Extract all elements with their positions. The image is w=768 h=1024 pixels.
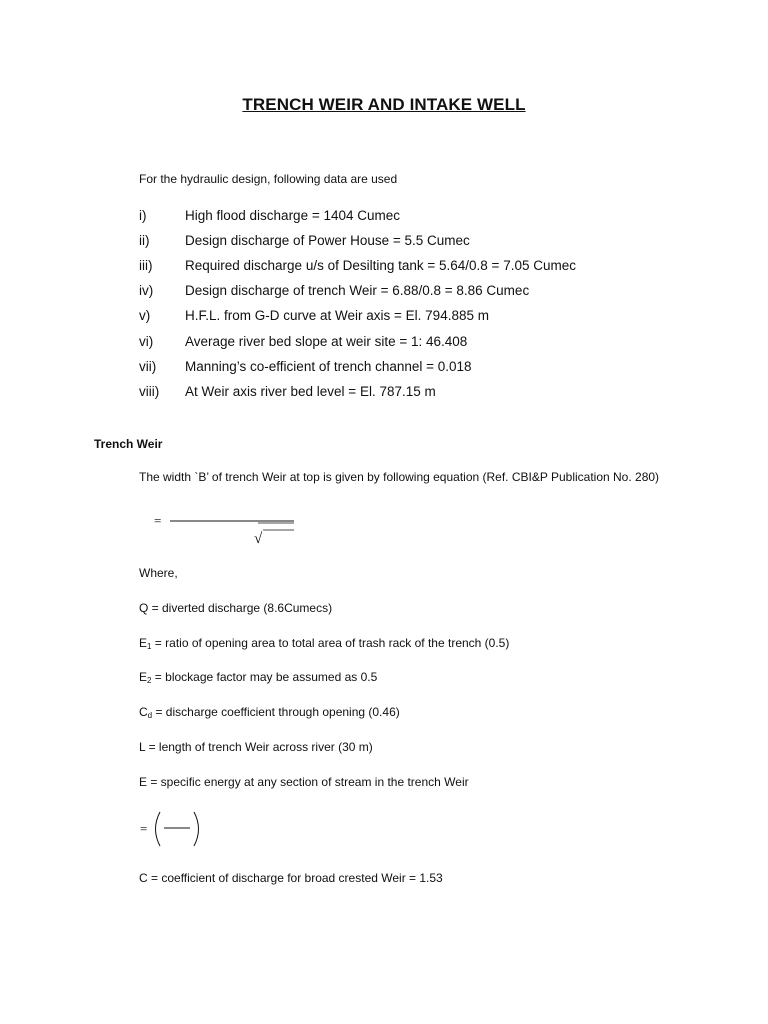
width-equation	[150, 510, 300, 548]
equation-equals-sign: =	[140, 821, 148, 836]
energy-equation	[138, 808, 208, 850]
e2-text: = blockage factor may be assumed as 0.5	[151, 670, 378, 684]
list-item	[139, 228, 576, 253]
e2-subscript: 2	[147, 676, 152, 685]
list-item-number: viii)	[139, 383, 160, 399]
c-definition: C = coefficient of discharge for broad crested Weir = 1.53	[139, 871, 443, 885]
cd-symbol: C	[139, 705, 148, 719]
equation-equals-sign: =	[154, 513, 162, 528]
section-heading: Trench Weir	[94, 437, 163, 451]
list-item	[139, 278, 576, 303]
list-item-text: High flood discharge = 1404 Cumec	[185, 208, 401, 224]
list-item	[139, 303, 576, 328]
list-item-number: i)	[139, 208, 147, 224]
list-item-text: At Weir axis river bed level = El. 787.15 m	[185, 383, 436, 399]
page-title: TRENCH WEIR AND INTAKE WELL	[242, 95, 526, 114]
cd-text: = discharge coefficient through opening (0.46)	[152, 705, 400, 719]
list-item-number: iii)	[139, 258, 153, 274]
e-definition: E = specific energy at any section of stream in the trench Weir	[139, 775, 469, 789]
list-item-number: iv)	[139, 283, 154, 299]
list-item-number: vi)	[139, 333, 154, 349]
list-item	[139, 379, 576, 404]
list-item-number: v)	[139, 308, 151, 324]
list-item	[139, 203, 576, 228]
intro-text: For the hydraulic design, following data are used	[139, 172, 398, 186]
where-label: Where,	[139, 566, 178, 580]
e1-definition	[139, 636, 509, 651]
cd-definition	[139, 705, 400, 720]
list-item	[139, 328, 576, 353]
l-definition: L = length of trench Weir across river (30 m)	[139, 740, 373, 754]
e1-symbol: E	[139, 636, 148, 650]
list-item	[139, 354, 576, 379]
list-item-text: Design discharge of trench Weir = 6.88/0.8 = 8.86 Cumec	[185, 283, 530, 299]
e2-symbol: E	[139, 670, 148, 684]
sqrt-icon: √	[254, 531, 263, 547]
list-item-text: H.F.L. from G-D curve at Weir axis = El. 794.885 m	[185, 308, 489, 324]
right-paren-icon	[194, 812, 199, 846]
list-item-text: Average river bed slope at weir site = 1: 46.408	[185, 333, 468, 349]
list-item	[139, 253, 576, 278]
e1-text: = ratio of opening area to total area of trash rack of the trench (0.5)	[151, 636, 510, 650]
list-item-text: Design discharge of Power House = 5.5 Cumec	[185, 233, 470, 249]
e2-definition	[139, 670, 377, 685]
e1-subscript: 1	[147, 642, 152, 651]
left-paren-icon	[156, 812, 161, 846]
list-item-number: vii)	[139, 358, 157, 374]
list-item-text: Required discharge u/s of Desilting tank = 5.64/0.8 = 7.05 Cumec	[185, 258, 576, 274]
list-item-text: Manning’s co-efficient of trench channel = 0.018	[185, 358, 472, 374]
cd-subscript: d	[147, 711, 153, 720]
list-item-number: ii)	[139, 233, 150, 249]
width-sentence: The width `B’ of trench Weir at top is given by following equation (Ref. CBI&P Publication No. 280)	[139, 470, 660, 484]
data-list	[139, 203, 576, 404]
q-definition: Q = diverted discharge (8.6Cumecs)	[139, 601, 333, 615]
